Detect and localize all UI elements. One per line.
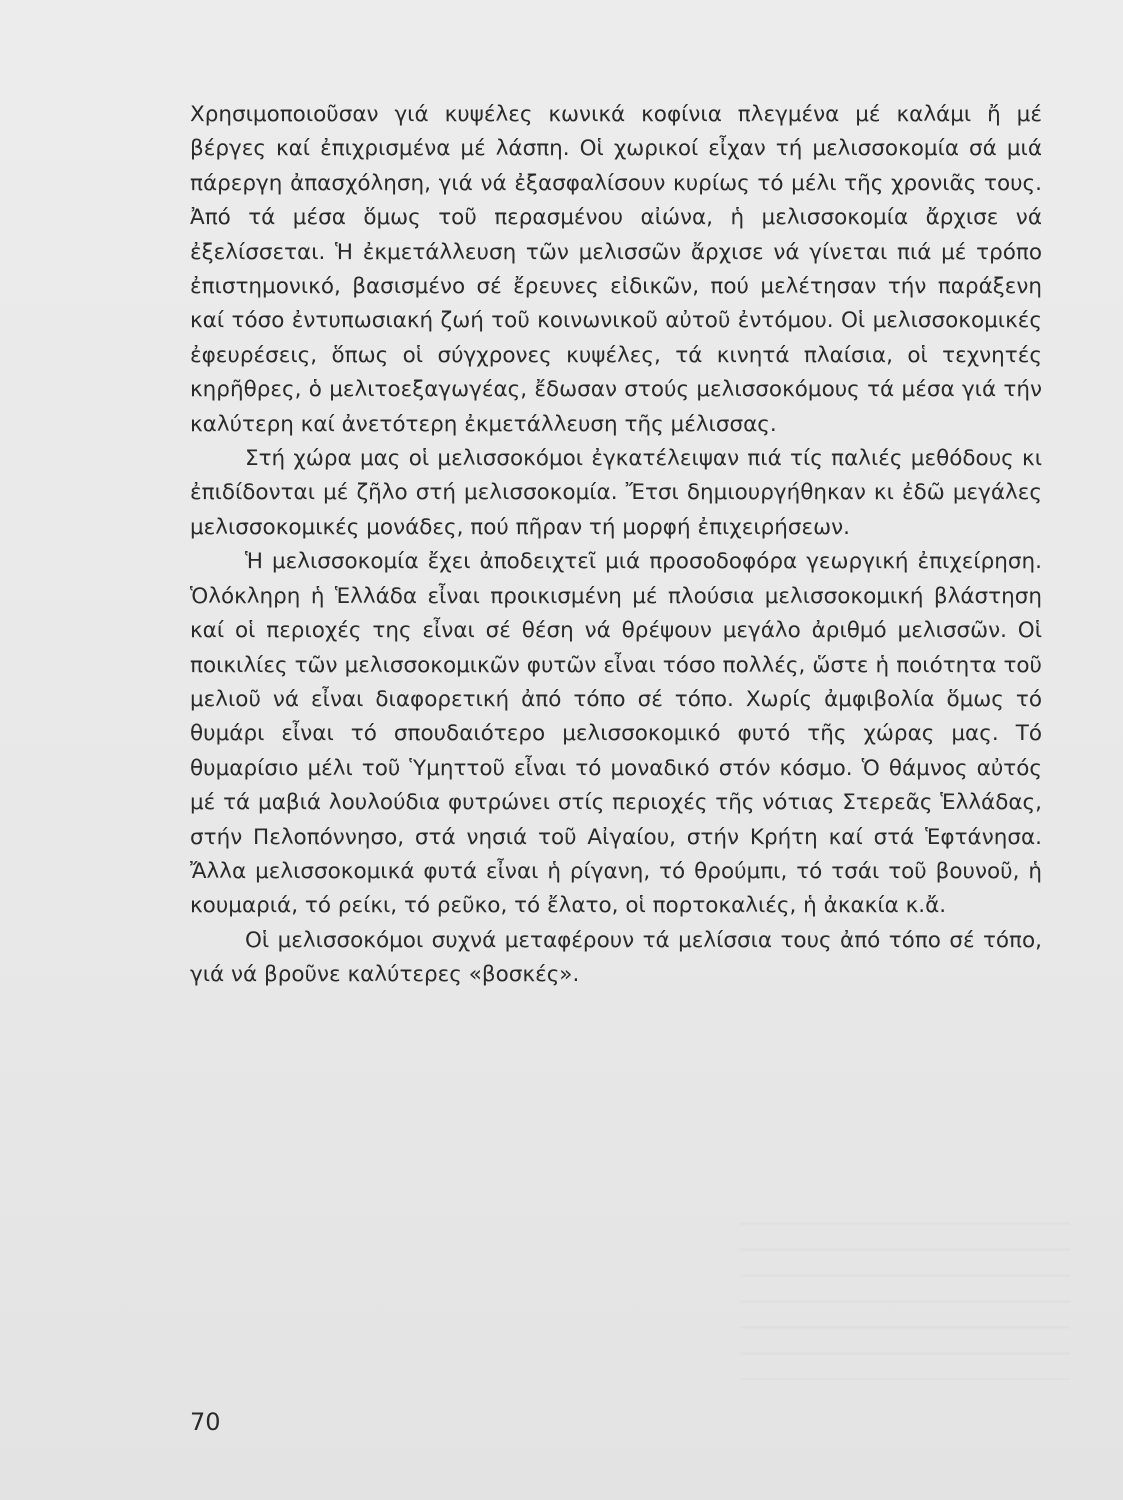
show-through-texture [740, 1200, 1070, 1380]
paragraph-2: Στή χώρα μας οἱ μελισσοκόμοι ἐγκατέλειψαν πιά τίς παλιές μεθόδους κι ἐπιδίδονται μέ ζῆλο στή μελισσοκομία. Ἔτσι δημιουργήθηκαν κι ἐδῶ μεγάλες μελισσοκομικές μονάδες, πού πῆραν τή μορφή ἐπιχειρήσεων. [190, 446, 1042, 540]
page-number: 70 [190, 1408, 221, 1436]
paragraph-4: Οἱ μελισσοκόμοι συχνά μεταφέρουν τά μελίσσια τους ἀπό τόπο σέ τόπο, γιά νά βροῦνε καλύτερες «βοσκές». [190, 927, 1042, 988]
paragraph-1: Χρησιμοποιοῦσαν γιά κυψέλες κωνικά κοφίνια πλεγμένα μέ καλάμι ἤ μέ βέργες καί ἐπιχρισμένα μέ λάσπη. Οἱ χωρικοί εἶχαν τή μελισσοκομία σά μιά πάρεργη ἀπασχόληση, γιά νά ἐξασφαλίσουν κυρίως τό μέλι τῆς χρονιᾶς τους. Ἀπό τά μέσα ὅμως τοῦ περασμένου αἰώνα, ἡ μελισσοκομία ἄρχισε νά ἐξελίσσεται. Ἡ ἐκμετάλλευση τῶν μελισσῶν ἄρχισε νά γίνεται πιά μέ τρόπο ἐπιστημονικό, βασισμένο σέ ἔρευνες εἰδικῶν, πού μελέτησαν τήν παράξενη καί τόσο ἐντυπωσιακή ζωή τοῦ κοινωνικοῦ αὐτοῦ ἐντόμου. Οἱ μελισσοκομικές ἐφευρέσεις, ὅπως οἱ σύγχρονες κυψέλες, τά κινητά πλαίσια, οἱ τεχνητές κηρῆθρες, ὁ μελιτοεξαγωγέας, ἔδωσαν στούς μελισσοκόμους τά μέσα γιά τήν καλύτερη καί ἀνετότερη ἐκμετάλλευση τῆς μέλισσας. [190, 102, 1042, 437]
paragraph-3: Ἡ μελισσοκομία ἔχει ἀποδειχτεῖ μιά προσοδοφόρα γεωργική ἐπιχείρηση. Ὁλόκληρη ἡ Ἑλλάδα εἶναι προικισμένη μέ πλούσια μελισσοκομική βλάστηση καί οἱ περιοχές της εἶναι σέ θέση νά θρέψουν μεγάλο ἀριθμό μελισσῶν. Οἱ ποικιλίες τῶν μελισσοκομικῶν φυτῶν εἶναι τόσο πολλές, ὥστε ἡ ποιότητα τοῦ μελιοῦ νά εἶναι διαφορετική ἀπό τόπο σέ τόπο. Χωρίς ἀμφιβολία ὅμως τό θυμάρι εἶναι τό σπουδαιότερο μελισσοκομικό φυτό τῆς χώρας μας. Τό θυμαρίσιο μέλι τοῦ Ὑμηττοῦ εἶναι τό μοναδικό στόν κόσμο. Ὁ θάμνος αὐτός μέ τά μαβιά λουλούδια φυτρώνει στίς περιοχές τῆς νότιας Στερεᾶς Ἑλλάδας, στήν Πελοπόννησο, στά νησιά τοῦ Αἰγαίου, στήν Κρήτη καί στά Ἑφτάνησα. Ἄλλα μελισσοκομικά φυτά εἶναι ἡ ρίγανη, τό θρούμπι, τό τσάι τοῦ βουνοῦ, ἡ κουμαριά, τό ρείκι, τό ρεῦκο, τό ἔλατο, οἱ πορτοκαλιές, ἡ ἀκακία κ.ἄ. [190, 549, 1042, 919]
body-text [190, 98, 1042, 993]
